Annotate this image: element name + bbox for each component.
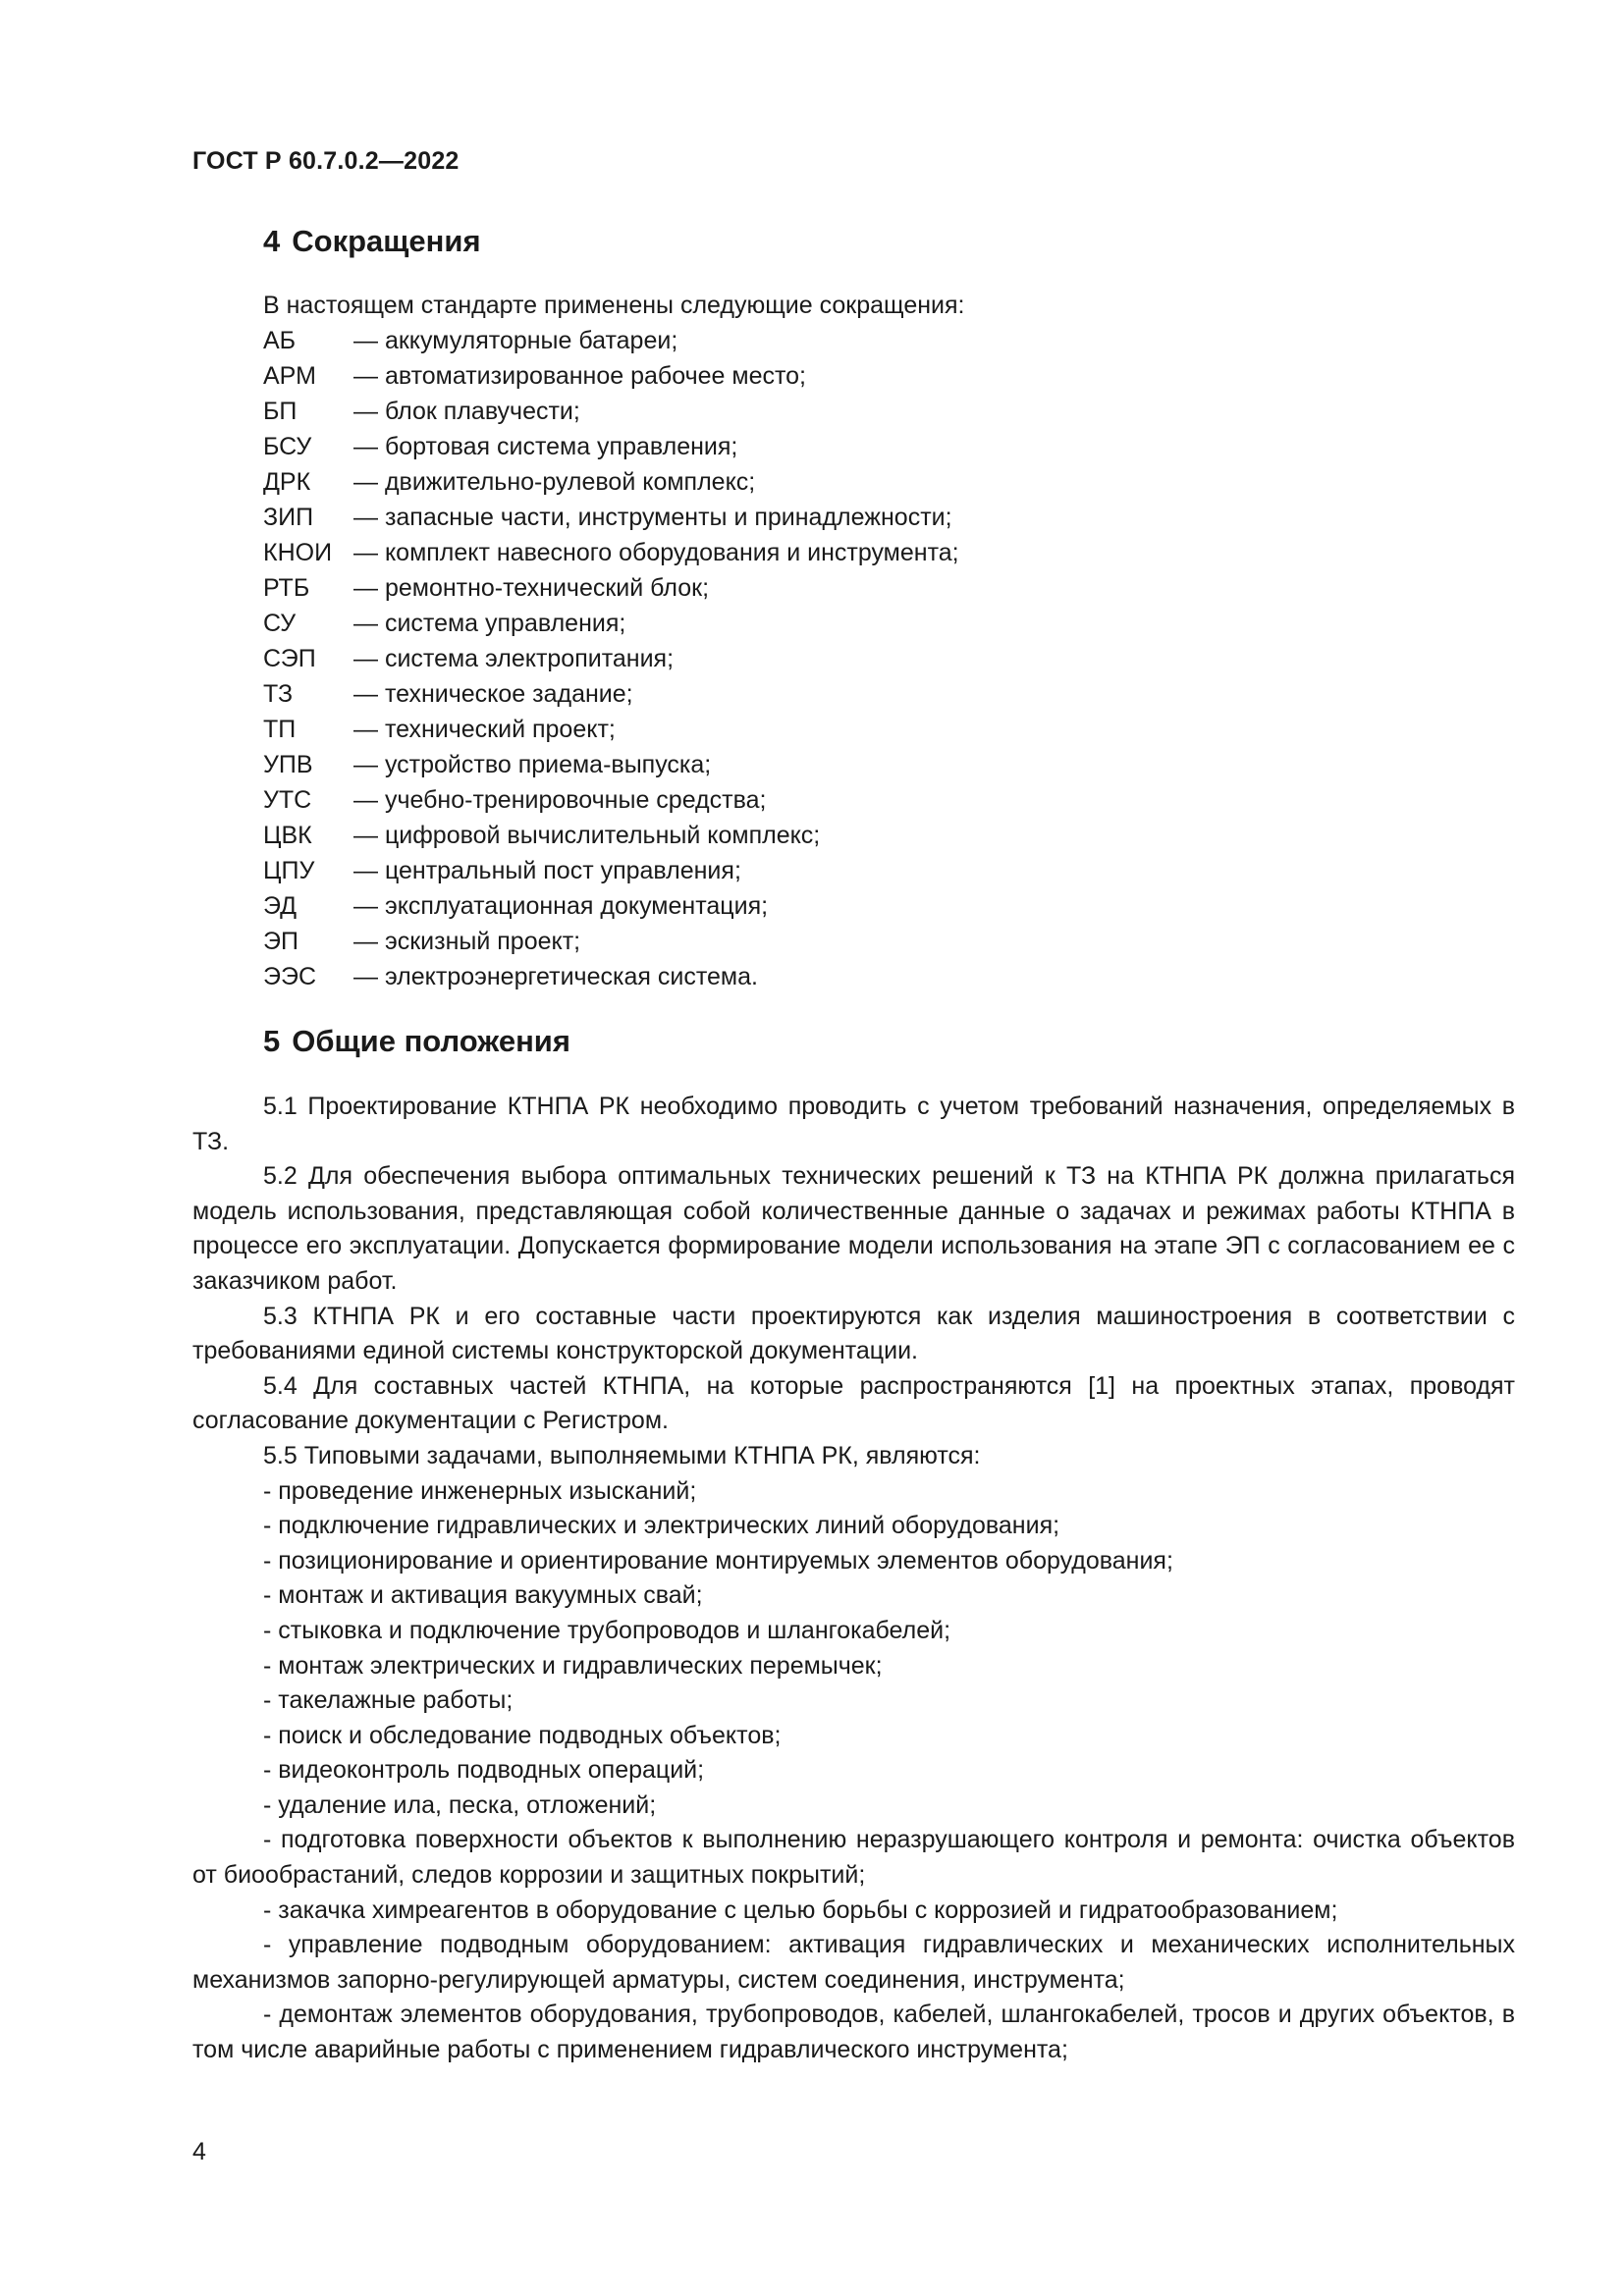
section-4-heading — [263, 224, 481, 259]
abbreviation-definition: — бортовая система управления; — [353, 433, 738, 460]
abbreviation-row — [263, 888, 959, 924]
abbreviation-row — [263, 853, 959, 888]
abbreviations-intro: В настоящем стандарте применены следующие сокращения: — [263, 292, 965, 319]
abbreviation-term: УТС — [263, 786, 312, 814]
abbreviation-term: АРМ — [263, 362, 316, 390]
abbreviation-definition: — технический проект; — [353, 716, 616, 743]
abbreviation-row — [263, 676, 959, 712]
abbreviation-row — [263, 429, 959, 464]
section-4-title: Сокращения — [292, 224, 481, 258]
abbreviation-term: ТП — [263, 716, 297, 743]
abbreviation-row — [263, 818, 959, 853]
abbreviation-term: ДРК — [263, 468, 311, 496]
abbreviation-row — [263, 500, 959, 535]
task-list-item: - монтаж и активация вакуумных свай; — [263, 1581, 703, 1610]
section-5-number: 5 — [263, 1024, 281, 1058]
abbreviation-term: ЦВК — [263, 822, 312, 849]
abbreviation-term: РТБ — [263, 574, 310, 602]
abbreviations-list — [263, 323, 959, 994]
paragraph-5-5: 5.5 Типовыми задачами, выполняемыми КТНПА РК, являются: — [263, 1441, 981, 1469]
abbreviation-row — [263, 959, 959, 994]
task-list-item: - поиск и обследование подводных объектов; — [263, 1721, 782, 1749]
abbreviation-definition: — эксплуатационная документация; — [353, 892, 769, 920]
abbreviation-row — [263, 570, 959, 606]
abbreviation-definition: — блок плавучести; — [353, 398, 580, 425]
abbreviation-definition: — учебно-тренировочные средства; — [353, 786, 767, 814]
abbreviation-term: ЦПУ — [263, 857, 315, 884]
abbreviation-row — [263, 535, 959, 570]
section-5-title: Общие положения — [292, 1024, 570, 1058]
abbreviation-row — [263, 712, 959, 747]
section-5-heading — [263, 1024, 570, 1059]
abbreviation-row — [263, 606, 959, 641]
abbreviation-term: ЭД — [263, 892, 298, 920]
abbreviation-definition: — электроэнергетическая система. — [353, 963, 758, 990]
document-code: ГОСТ Р 60.7.0.2—2022 — [192, 147, 460, 175]
abbreviation-definition: — система управления; — [353, 610, 626, 637]
abbreviation-term: ЭЭС — [263, 963, 316, 990]
abbreviation-row — [263, 358, 959, 394]
task-list-item: - видеоконтроль подводных операций; — [263, 1756, 705, 1785]
task-list-item: - удаление ила, песка, отложений; — [263, 1790, 657, 1819]
abbreviation-term: БП — [263, 398, 298, 425]
abbreviation-definition: — центральный пост управления; — [353, 857, 741, 884]
abbreviation-definition: — цифровой вычислительный комплекс; — [353, 822, 821, 849]
abbreviation-definition: — эскизный проект; — [353, 928, 581, 955]
abbreviation-definition: — ремонтно-технический блок; — [353, 574, 710, 602]
paragraph-5-4: 5.4 Для составных частей КТНПА, на которые распространяются [1] на проектных этапах, проводят согласование документации с Регистром. — [192, 1371, 1515, 1435]
abbreviation-term: УПВ — [263, 751, 313, 778]
abbreviation-row — [263, 394, 959, 429]
task-list-item: - позиционирование и ориентирование монтируемых элементов оборудования; — [263, 1546, 1173, 1575]
task-list-item: - монтаж электрических и гидравлических перемычек; — [263, 1651, 883, 1680]
task-list-item: - закачка химреагентов в оборудование с целью борьбы с коррозией и гидратообразованием; — [263, 1896, 1338, 1924]
section-5-body — [192, 1090, 1515, 2068]
abbreviation-definition: — комплект навесного оборудования и инструмента; — [353, 539, 959, 566]
task-list-item: - такелажные работы; — [263, 1686, 514, 1715]
abbreviation-row — [263, 323, 959, 358]
abbreviation-definition: — аккумуляторные батареи; — [353, 327, 678, 354]
abbreviation-term: ТЗ — [263, 680, 294, 708]
abbreviation-definition: — устройство приема-выпуска; — [353, 751, 712, 778]
task-list-item: - проведение инженерных изысканий; — [263, 1476, 697, 1505]
abbreviation-definition: — автоматизированное рабочее место; — [353, 362, 806, 390]
abbreviation-row — [263, 782, 959, 818]
task-list-item: - стыковка и подключение трубопроводов и шлангокабелей; — [263, 1616, 951, 1644]
abbreviation-row — [263, 641, 959, 676]
abbreviation-definition: — техническое задание; — [353, 680, 633, 708]
section-4-number: 4 — [263, 224, 281, 258]
task-list-item: - подготовка поверхности объектов к выполнению неразрушающего контроля и ремонта: очистка объектов от биообрастаний, следов коррозии и защитных покрытий; — [192, 1826, 1515, 1890]
abbreviation-term: СУ — [263, 610, 297, 637]
task-list-item: - управление подводным оборудованием: активация гидравлических и механических исполнительных механизмов запорно-регулирующей арматуры, систем соединения, инструмента; — [192, 1931, 1515, 1994]
abbreviation-term: СЭП — [263, 645, 316, 672]
paragraph-5-3: 5.3 КТНПА РК и его составные части проектируются как изделия машиностроения в соответствии с требованиями единой системы конструкторской документации. — [192, 1302, 1515, 1365]
abbreviation-term: АБ — [263, 327, 297, 354]
abbreviation-term: ЭП — [263, 928, 298, 955]
abbreviation-term: БСУ — [263, 433, 312, 460]
task-list-item: - подключение гидравлических и электрических линий оборудования; — [263, 1512, 1060, 1540]
abbreviation-row — [263, 924, 959, 959]
page-number: 4 — [192, 2138, 206, 2165]
abbreviation-term: ЗИП — [263, 504, 314, 531]
paragraph-5-1: 5.1 Проектирование КТНПА РК необходимо проводить с учетом требований назначения, определяемых в ТЗ. — [192, 1093, 1515, 1155]
paragraph-5-2: 5.2 Для обеспечения выбора оптимальных технических решений к ТЗ на КТНПА РК должна прилагаться модель использования, представляющая собой количественные данные о задачах и режимах работы КТНПА в процессе его эксплуатации. Допускается формирование модели использования на этапе ЭП с согласованием ее с заказчиком работ. — [192, 1162, 1515, 1295]
task-list-item: - демонтаж элементов оборудования, трубопроводов, кабелей, шлангокабелей, тросов и других объектов, в том числе аварийные работы с применением гидравлического инструмента; — [192, 2001, 1515, 2064]
abbreviation-definition: — система электропитания; — [353, 645, 675, 672]
abbreviation-row — [263, 747, 959, 782]
abbreviation-row — [263, 464, 959, 500]
abbreviation-definition: — движительно-рулевой комплекс; — [353, 468, 756, 496]
abbreviation-term: КНОИ — [263, 539, 333, 566]
abbreviation-definition: — запасные части, инструменты и принадлежности; — [353, 504, 952, 531]
